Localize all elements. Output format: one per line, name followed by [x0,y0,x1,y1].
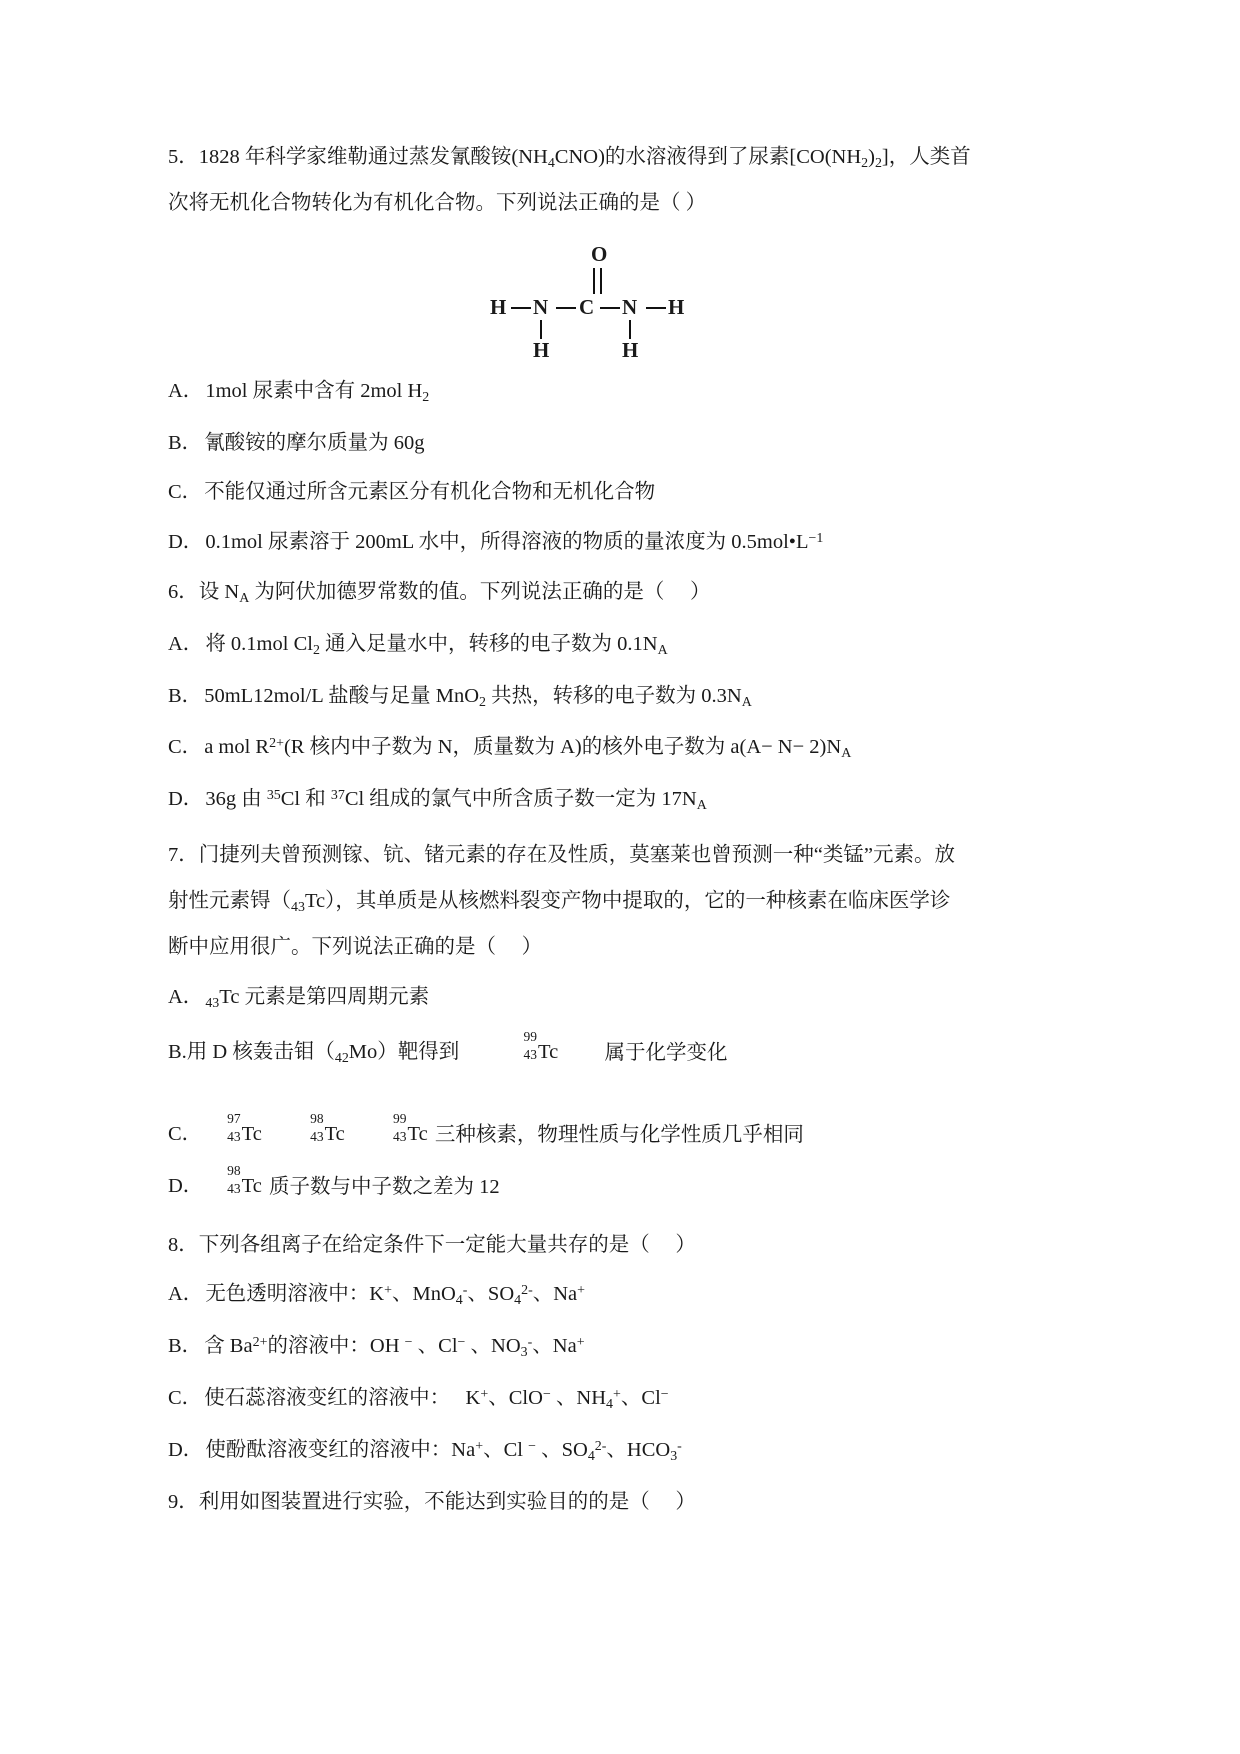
question-5-option-a: A．1mol 尿素中含有 2mol $H_2$ [168,379,430,405]
question-6-stem: 6．设 $N_A$ 为阿伏加德罗常数的值。下列说法正确的是（ ） [168,580,711,606]
nuclide-tc-99 [523,1028,559,1069]
question-8-option-d: D．使酚酞溶液变红的溶液中：Na+、Cl − 、$SO_4^{2-}$、$HCO_3^-$ [168,1438,682,1464]
nuclide-tc-99 [393,1110,428,1151]
atom-nitrogen-right: N [622,294,638,319]
question-6-option-c: C．a mol $R^{2+}(R$ 核内中子数为 N，质量数为 A)的核外电子数为 $a(A- N- 2)N_A$ [168,736,852,762]
question-5-stem-line-2: 次将无机化合物转化为有机化合物。下列说法正确的是（ ） [168,191,707,214]
nuclide-symbol: Tc [241,1123,262,1146]
atom-hydrogen-below-right: H [622,337,639,362]
double-bond-left-stroke [593,268,595,294]
nuclide-symbol: Tc [407,1123,428,1146]
question-7-stem-line-2: 射性元素锝$(_{43}Tc)$，其单质是从核燃料裂变产物中提取的，它的一种核素在临床医学诊 [168,889,951,915]
option-label-d: D． [168,1438,204,1461]
bond-n-h-below-left [540,320,542,339]
question-5-option-b: B．氰酸铵的摩尔质量为 60g [168,431,425,454]
nuclide-atomic-number: 43 [393,1129,407,1145]
option-label-d: D． [168,788,204,811]
question-6-option-a: A．将 0.1mol $Cl_2$ 通入足量水中，转移的电子数为 $0.1N_A$ [168,632,668,658]
question-8-option-a: A．无色透明溶液中：K+、MnO$_4$-、$SO_4^{2-}$、Na+ [168,1283,586,1309]
atom-hydrogen-left: H [490,294,507,319]
question-6-option-b: B．50mL12mol/L 盐酸与足量 MnO$_2$ 共热，转移的电子数为 $0.3N_A$ [168,684,752,710]
option-label-b: B.用 D 核轰击钼$(_{42}Mo)$靶得到 [168,1041,460,1067]
nuclide-mass-number: 99 [523,1028,538,1044]
page-content [168,138,1080,1536]
nuclide-tc-98 [227,1162,262,1203]
nuclide-mass-number: 98 [227,1162,241,1178]
bond-n-h-right [646,307,666,309]
question-7-option-d [168,1162,1080,1210]
nuclide-mass-number: 99 [393,1110,407,1126]
option-label-a: A． [168,985,204,1008]
option-label-d: D． [168,531,204,554]
atom-hydrogen-right: H [668,294,685,319]
question-7-stem-line-1: 7．门捷列夫曾预测镓、钪、锗元素的存在及性质，莫塞莱也曾预测一种“类锰”元素。放 [168,843,955,866]
nuclide-tc-97 [227,1110,262,1151]
bond-n-h-below-right [629,320,631,339]
option-label-b: B． [168,1335,203,1358]
nuclide-symbol: Tc [241,1175,262,1198]
question-6-option-d: D．36g 由 $^{35}$Cl 和 $^{37}$Cl 组成的氯气中所含质子数一定为 $17N_A$ [168,788,707,814]
option-label-c: C． [168,481,203,504]
nuclide-atomic-number: 43 [227,1129,241,1145]
question-7-option-b [168,1028,1080,1076]
option-label-c: C． [168,736,203,759]
question-8-option-c: C．使石蕊溶液变红的溶液中： K+、ClO− 、$NH_4^+$、Cl− [168,1387,669,1412]
nuclide-symbol: Tc [324,1123,345,1146]
option-c-text-after: 三种核素，物理性质与化学性质几乎相同 [434,1123,804,1146]
option-label-c: C． [168,1387,203,1410]
option-label-b: B． [168,684,203,707]
atom-carbon: C [579,294,595,319]
question-5-stem-line-1: 5．1828 年科学家维勒通过蒸发氰酸铵$(NH_4CNO)$的水溶液得到了尿素$[CO(NH_2)_2]$，人类首 [168,146,971,171]
question-7-option-c [168,1110,1080,1158]
option-label-c: C． [168,1123,203,1146]
question-7-option-a: A． $_{43}$Tc 元素是第四周期元素 [168,985,430,1011]
option-b-text-after: 属于化学变化 [604,1041,728,1064]
bond-n-c-left [556,307,576,309]
nuclide-atomic-number: 43 [227,1181,241,1197]
question-5-option-c: C．不能仅通过所含元素区分有机化合物和无机化合物 [168,481,656,504]
atom-nitrogen-left: N [533,294,549,319]
option-label-d: D． [168,1175,204,1198]
atom-hydrogen-below-left: H [533,337,550,362]
bond-h-n-left [511,307,531,309]
nuclide-symbol: Tc [538,1041,559,1064]
double-bond-right-stroke [600,268,602,294]
nuclide-atomic-number: 43 [523,1047,538,1063]
nuclide-mass-number: 97 [227,1110,241,1126]
nuclide-tc-98 [310,1110,345,1151]
question-7-stem-line-3: 断中应用很广。下列说法正确的是（ ） [168,935,543,958]
question-8-stem: 8．下列各组离子在给定条件下一定能大量共存的是（ ） [168,1233,696,1256]
atom-oxygen: O [591,241,608,266]
nuclide-mass-number: 98 [310,1110,324,1126]
nuclide-atomic-number: 43 [310,1129,324,1145]
question-5-option-d: D．0.1mol 尿素溶于 200mL 水中，所得溶液的物质的量浓度为 $0.5mol•L^{-1}$ [168,531,824,554]
option-label-b: B． [168,431,203,454]
urea-structural-formula [168,238,1080,362]
option-label-a: A． [168,379,204,402]
question-8-option-b: B．含 $Ba^{2+}$的溶液中：OH − 、Cl− 、$NO_3^-$、Na+ [168,1335,585,1361]
option-label-a: A． [168,1283,204,1306]
question-9-stem: 9．利用如图装置进行实验，不能达到实验目的的是（ ） [168,1490,696,1513]
option-d-text-after: 质子数与中子数之差为 12 [268,1175,500,1198]
option-label-a: A． [168,632,204,655]
bond-c-n-right [600,307,620,309]
